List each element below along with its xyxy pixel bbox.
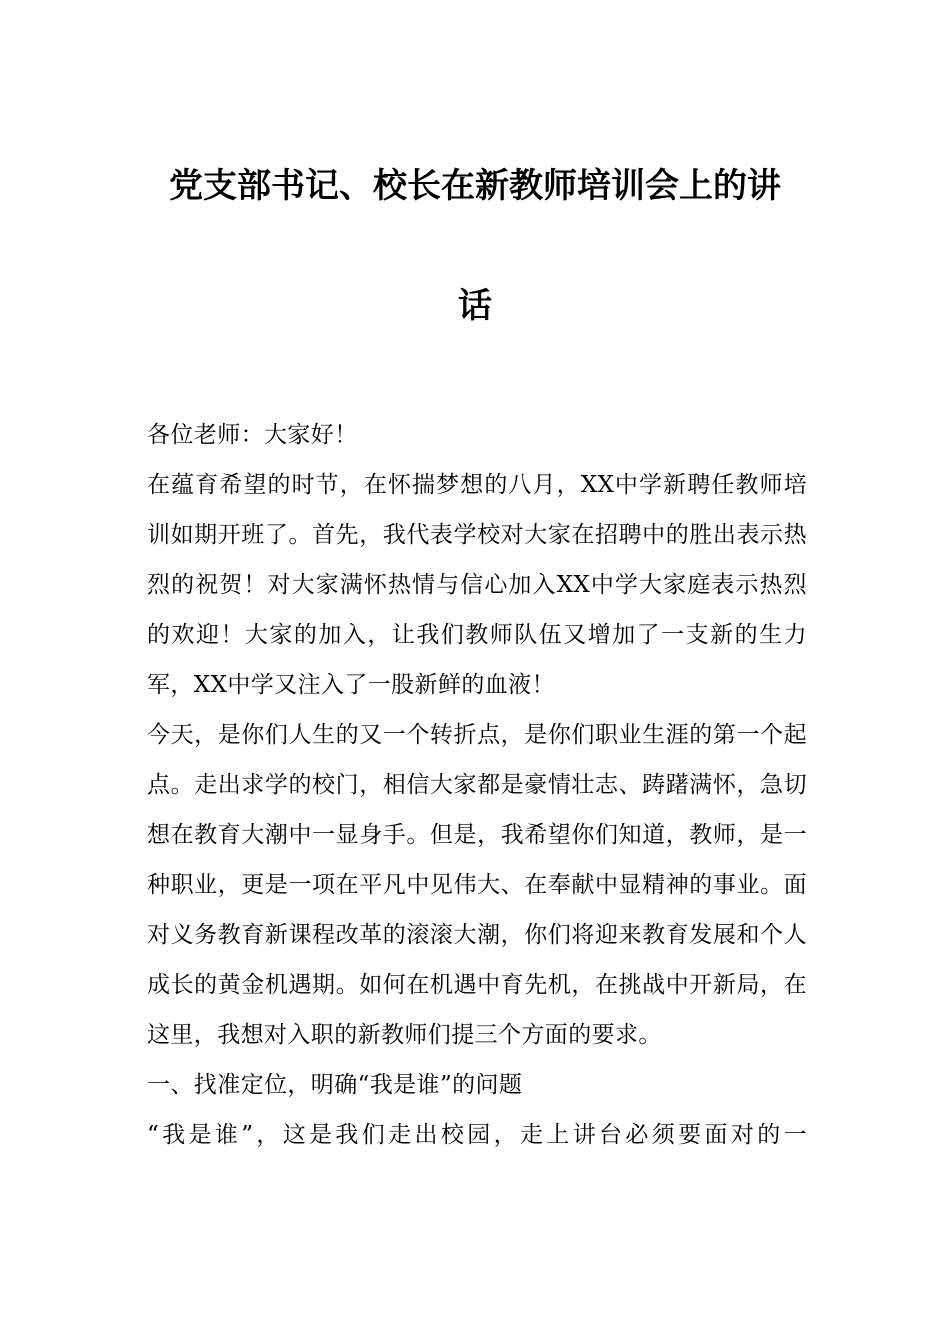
greeting: 各位老师：大家好！ <box>147 422 358 448</box>
paragraph-welcome: 在蕴育希望的时节，在怀揣梦想的八月，XX中学新聘任教师培训如期开班了。首先，我代表学校对大家在招聘中的胜出表示热烈的祝贺！对大家满怀热情与信心加入XX中学大家庭表示热烈的欢迎！大家的加入，让我们教师队伍又增加了一支新的生力军，XX中学又注入了一股新鲜的血液！ <box>147 472 807 698</box>
document-title-line-2: 话 <box>458 286 492 326</box>
document-body <box>147 410 807 1160</box>
document-title-line-1: 党支部书记、校长在新教师培训会上的讲 <box>169 166 781 206</box>
paragraph-turning-point: 今天，是你们人生的又一个转折点，是你们职业生涯的第一个起点。走出求学的校门，相信大家都是豪情壮志、踌躇满怀，急切想在教育大潮中一显身手。但是，我希望你们知道，教师，是一种职业，更是一项在平凡中见伟大、在奉献中显精神的事业。面对义务教育新课程改革的滚滚大潮，你们将迎来教育发展和个人成长的黄金机遇期。如何在机遇中育先机，在挑战中开新局，在这里，我想对入职的新教师们提三个方面的要求。 <box>147 722 807 1048</box>
section-heading-1: 一、找准定位，明确“我是谁”的问题 <box>147 1072 523 1098</box>
paragraph-who-am-i: “我是谁”，这是我们走出校园，走上讲台必须要面对的一 <box>147 1122 807 1148</box>
